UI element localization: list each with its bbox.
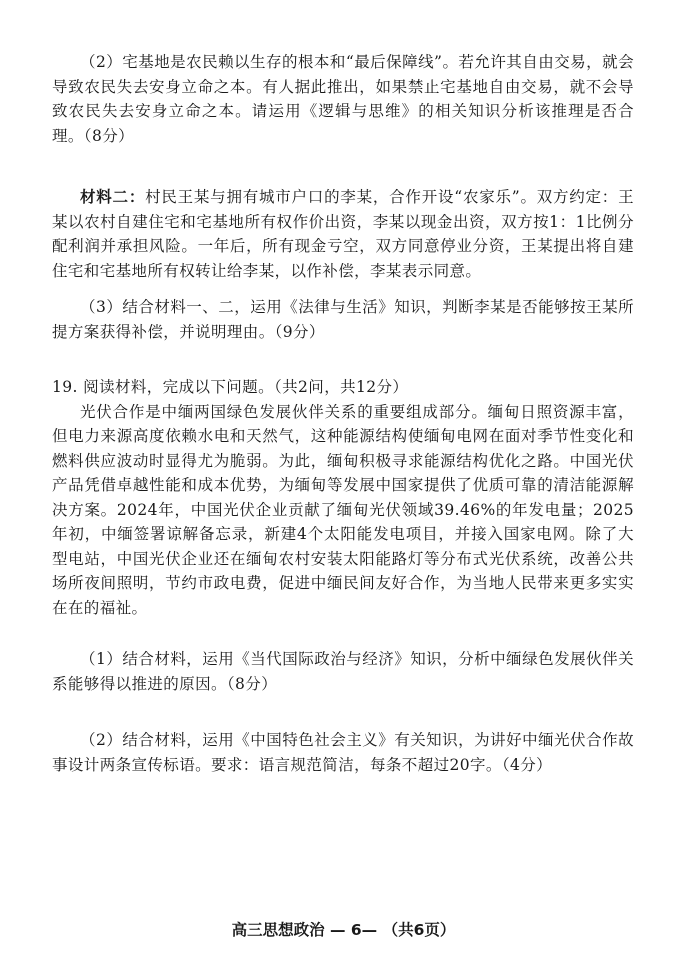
question-19-part-2 [52,728,634,777]
material-two-paragraph [52,185,634,283]
question-19-part-2-text: （2）结合材料，运用《中国特色社会主义》有关知识，为讲好中缅光伏合作故事设计两条宣传标语。要求：语言规范简洁，每条不超过20字。（4分） [52,731,634,774]
question-18-part-2-text: （2）宅基地是农民赖以生存的根本和“最后保障线”。若允许其自由交易，就会导致农民失去安身立命之本。有人据此推出，如果禁止宅基地自由交易，就不会导致农民失去安身立命之本。请运用《逻辑与思维》的相关知识分析该推理是否合理。（8分） [52,53,634,145]
material-two-text: 村民王某与拥有城市户口的李某，合作开设“农家乐”。双方约定：王某以农村自建住宅和宅基地所有权作价出资，李某以现金出资，双方按1：1比例分配利润并承担风险。一年后，所有现金亏空，双方同意停业分资，王某提出将自建住宅和宅基地所有权转让给李某，以作补偿，李某表示同意。 [52,188,634,280]
material-two [52,185,634,283]
question-18-part-2 [52,50,634,148]
question-19 [52,375,634,620]
question-19-part-1-text: （1）结合材料，运用《当代国际政治与经济》知识，分析中缅绿色发展伙伴关系能够得以推进的原因。（8分） [52,650,634,693]
question-19-heading: 19. 阅读材料，完成以下问题。（共2问，共12分） [52,378,409,396]
material-two-label: 材料二： [80,187,146,206]
question-18-part-3-text: （3）结合材料一、二，运用《法律与生活》知识，判断李某是否能够按王某所提方案获得补偿，并说明理由。（9分） [52,298,634,341]
question-19-material: 光伏合作是中缅两国绿色发展伙伴关系的重要组成部分。缅甸日照资源丰富，但电力来源高度依赖水电和天然气，这种能源结构使缅甸电网在面对季节性变化和燃料供应波动时显得尤为脆弱。为此，缅甸积极寻求能源结构优化之路。中国光伏产品凭借卓越性能和成本优势，为缅甸等发展中国家提供了优质可靠的清洁能源解决方案。2024年，中国光伏企业贡献了缅甸光伏领域39.46%的年发电量；2025年初，中缅签署谅解备忘录，新建4个太阳能发电项目，并接入国家电网。除了大型电站，中国光伏企业还在缅甸农村安装太阳能路灯等分布式光伏系统，改善公共场所夜间照明，节约市政电费，促进中缅民间友好合作，为当地人民带来更多实实在在的福祉。 [52,402,634,617]
page-footer: 高三思想政治 — 6— （共6页） [231,921,456,939]
question-19-part-1 [52,647,634,696]
question-18-part-3 [52,295,634,344]
